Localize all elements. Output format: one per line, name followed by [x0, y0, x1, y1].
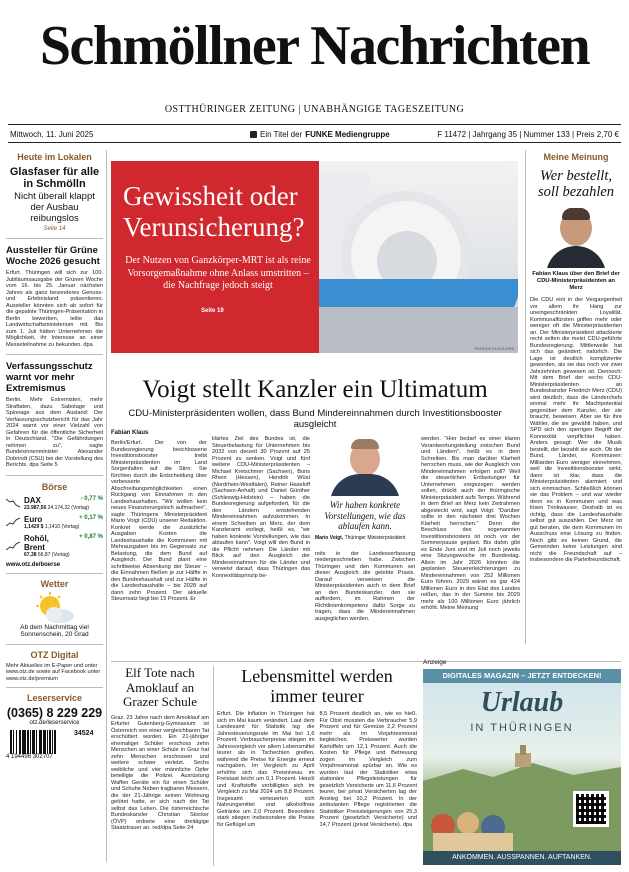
funke-logo-icon	[250, 131, 257, 138]
ad-subtitle: IN THÜRINGEN	[470, 722, 574, 734]
boerse-name: Rohöl, Brent	[24, 533, 49, 552]
trend-up-icon	[6, 517, 20, 527]
mrt-photo	[319, 161, 518, 353]
divider	[106, 150, 107, 862]
photo-credit: PATRICK PLEUL/DPA	[474, 346, 514, 351]
leser-head: Leserservice	[26, 693, 83, 703]
lead-subtitle: CDU-Ministerpräsidenten wollen, dass Bund Mindereinnahmen durch Investitionsbooster ausgleicht	[128, 408, 502, 430]
boerse-change: + 0,17 %	[79, 514, 103, 521]
ad-label: Anzeige	[423, 659, 447, 666]
lead-text: klärtes Ziel des Bundes ist, die Steuerbelastung für Unternehmen bis 2032 von derzeit 30 Prozent auf 25 Prozent zu senken. Voigt und fünf weitere CDU-Ministerpräsidenten – Michael Kretschmer (Sachsen), Boris Rhein (Hessen), Hendrik Wüst (Nordrhein-Westfalen), Reiner Haseloff (Sachsen-Anhalt) und Daniel Günther (Schleswig-Holstein) – haben die Bundesregierung aufgefordert, für die den Ländern entstehenden Mindereinnahmen aufzukommen. In einem Schreiben an Merz, der dem Kanzleramt vorliegt, heißt es, "wir haben konkrete Vorstellungen, wie das ablaufen kann". Voigt will den Bund in die Pflicht nehmen: Die Länder mit Blick auf den Ausgleich der Mindereinnahmen für die Länder und verweist darauf, dass Thüringen das Konnexitätsprinzip be-	[212, 436, 310, 579]
divider	[8, 124, 621, 125]
opinion-body: Die CDU eint in der Vergangenheit vor allem ihr Hang zur uneingeschränkten Loyalität. Kommunalfürsten griffen mehr oder weniger oft die Ministerpräsidenten an. Der Ministerpräsident attackierte recht selten die meist CDU-geführte Bundesregierung. Mittlerweile hat sich das geändert; natürlich. Die Lage ist deutlich komplizierter geworden, als sie das noch vor zwei Jahrzehnten gewesen ist. Dennoch: Mit dem Brief der sechs CDU-Ministerpräsidenten an Bundeskanzler Friedrich Merz (CDU) wird deutlich, dass die Länderchefs einmal mehr ihr Machtpotential gegenüber dem Kanzler, der sie braucht, beweisen. Aber sie für ihre Wähler, die sie gewählt haben, und SPD sich den sperrigen Begriff der Konnexität verpflichtet haben. Anders gesagt: Wer die Musik bestellt, der bezahlt sie auch. Ob der Bund, Länder, Kommunen: Milliarden Euro weniger einnehmen, weil die Investitionsbooster wirkt, dann ist klar, dass die Ministerpräsidenten alarmiert und sich einmischen. Schließlich können sie das Problem – und war wieder denn es in Kommunen und was lösen Trinkwasser. Deshalb ist es richtig, dass die Landeshaushalte selbst gut auszahlen. Der Merz ist gut beraten, die dem Kommunen im Ausschuss eine Lösung zu finden. Noch gibt es keinen Grund, die Gemeinden keine Leistungen sind nicht die Freundschaft auf – insbesondere die Parteifreundschaft.	[530, 297, 622, 563]
opinion-column	[530, 152, 622, 564]
leser-link[interactable]: otz.de/leserservice	[29, 720, 80, 726]
vs-body: Berlin. Mehr Extremisten, mehr Straftaten, dazu Sabotage und Spionage aus dem Ausland: Der Verfassungsschutzbericht für das Jahr 2024 warnt vor einer Vielzahl von Gefahren für die öffentliche Sicherheit in Deutschland. "Die Gefährdungen nehmen zu", sagte Bundesinnenminister Alexander Dobrindt (CSU) bei der Vorstellung des Berichts. dpa Seite 5	[6, 397, 103, 468]
publisher-line	[250, 130, 390, 139]
boerse-row	[6, 496, 103, 511]
lebensmittel-text: 8,5 Prozent deutlich an, wie es hieß. Für Obst mussten die Verbraucher 5,9 Prozent und für Gemüse 2,2 Prozent mehr als im Vorjahresmonat begleichen. Preiswerter wurden Kartoffeln um 12,1 Prozent. Auch die Kosten für Pflege und Betreuung zogen im Vergleich zum Vorjahresmonat spürbar an. Wie es wurden laut der Statistiker etwa stationäre Pflegeleistungen für gesetzlich Versicherte um 11,6 Prozent teurer, bei privat Versicherten lag der Anstieg bei 10,2 Prozent. In der ambulanten Pflege registrierten die Statistiker Preissteigerungen von 25,3 Prozent (gesetzlich Versicherte) und 14,7 Prozent (privat Versicherte). dpa	[319, 711, 417, 828]
grazer-story	[111, 666, 209, 832]
opinion-caption: Fabian Klaus über den Brief der CDU-Ministerpräsidenten an Merz	[532, 271, 620, 291]
lead-headline: Voigt stellt Kanzler ein Ultimatum	[142, 376, 488, 403]
divider	[8, 142, 621, 143]
barcode	[6, 730, 103, 762]
date: Mittwoch, 11. Juni 2025	[10, 130, 94, 139]
barcode-bars	[10, 730, 72, 754]
gruene-woche-body: Erfurt. Thüringen will sich zur 100. Jubiläumsausgabe der Grünen Woche vom 16. bis 25. Januar nächsten Jahres als ganz besonderes Genuss- und Erlebnisland präsentieren. Aussteller könnten sich ab sofort für die gepalnte Thüringen-Präsentation in Berlin bewerben, teilte das Landwirtschaftsministerium mit. Bis zum 1. Juli hätten Unternehmen die Möglichkeit, ihr Interesse an einer Messeteilnahme zu bekunden. dpa	[6, 270, 103, 348]
ad-top-banner: DIGITALES MAGAZIN – JETZT ENTDECKEN!	[423, 669, 621, 683]
wetter-text: Ab dem Nachmittag viel Sonnenschein, 20 Grad	[20, 623, 89, 638]
divider	[525, 150, 526, 644]
boerse-name: DAX	[24, 495, 41, 505]
boerse-link[interactable]: www.otz.de/boerse	[6, 561, 61, 568]
boerse-prev: 24.174,32 (Vortag)	[47, 504, 90, 511]
grazer-body: Graz. 23 Jahre nach dem Amoklauf am Erfurter Gutenberg-Gymnasium ist Österreich von einer vergleichbaren Tat erschüttert worden. Ein 21-jähriger ehemaliger Schüler erschoss zehn Menschen an einer Schule in Graz hat zehn Menschen erschossen und weitere schwer verletzt. Sechs weibliche und vier männliche Opfer beteiligte die Polizei. Ausrüstung Waffen Geräte ein für einen Schüler und Schuhe Neben tragbaren Messern, die der 21-Jährige seinen Wohnung getötet hatte, er sich nach der Tat selbst das Leben. Die österreichische Bundeskanzler Christian Stocker (ÖVP) ordnete eine dreitägige Staatstrauer an. red/dpa Seite 24	[111, 714, 209, 831]
publisher-prefix: Ein Titel der	[260, 130, 303, 139]
lead-col-1	[111, 430, 207, 603]
quote-role: Thüringer Ministerpräsident	[344, 534, 406, 541]
boerse-value: 67,38	[24, 551, 37, 558]
lead-col-4	[421, 436, 520, 612]
grazer-headline: Elf Tote nach Amoklauf an Grazer Schule	[123, 665, 197, 709]
boerse-list	[6, 496, 103, 558]
lebensmittel-text: Erfurt. Die Inflation in Thüringen hat sich im Mai kaum verändert. Laut dem Landesamt für Statistik lag die Jahresteuerungsrate im Mai bei 1,6 Prozent. Verbraucherpreise stiegen im Jahresvergleich vor allem Lebensmittel teurer als in Tschechien greifen, während die Preise für Energie erneut nachgaben. Im Vergleich zu April erhöhte sich das Preisniveau im Freistaat leicht um 0,1 Prozent. Heizöl und Kraftstoffe verbilligten sich im Vergleich zu Mai 2024 um 8,8 Prozent. Insgesamt verteuerten sich Nahrungsmittel und alkoholfreie Getränke um 2,0 Prozent. Besonders stark stiegen insbesondere die Preise für Geflügel um	[217, 711, 315, 828]
boerse-change: - 0,77 %	[80, 495, 103, 502]
divider	[111, 661, 621, 662]
qr-code-icon	[573, 791, 609, 827]
left-sidebar	[6, 152, 103, 762]
ad-title: Urlaub	[480, 687, 564, 718]
boerse-name: Euro	[24, 514, 43, 524]
divider	[6, 238, 103, 239]
divider	[6, 644, 103, 645]
opinion-head: Meine Meinung	[543, 152, 609, 162]
divider	[6, 354, 103, 355]
divider	[6, 687, 103, 688]
boerse-value: 1,1429 $	[24, 523, 44, 530]
gruene-woche-headline: Aussteller für Grüne Woche 2026 gesucht	[6, 245, 100, 267]
quote-author: Mario Voigt,	[315, 534, 344, 541]
barcode-number: 4 194496 302707	[6, 754, 53, 760]
hero-headline: Gewissheit oder Verunsicherung?	[123, 181, 305, 242]
trend-up-icon	[6, 541, 20, 551]
vs-headline: Verfassungsschutz warnt vor mehr Extremismus	[6, 361, 93, 394]
digital-head: OTZ Digital	[30, 649, 79, 660]
lead-author: Fabian Klaus	[111, 430, 149, 436]
divider	[6, 573, 103, 574]
hero-page-ref: Seite 19	[201, 308, 224, 314]
boerse-prev: 1,1410 (Vortag)	[44, 523, 80, 530]
trend-down-icon	[6, 498, 20, 508]
divider	[6, 475, 103, 476]
digital-text: Mehr Aktuelles im E-Paper und unter www.otz.de sowie auf Facebook unter www.otz.de/premium	[6, 662, 101, 682]
boerse-change: + 0,87 %	[79, 533, 103, 540]
quote-attribution	[315, 535, 415, 541]
boerse-row	[6, 534, 103, 558]
lokal-section-head: Heute im Lokalen	[17, 152, 92, 162]
lebensmittel-headline: Lebensmittel werden immer teurer	[241, 666, 393, 706]
lokal-headline: Glasfaser für alle in Schmölln	[9, 166, 100, 190]
ad-bottom-banner: ANKOMMEN. AUSSPANNEN. AUFTANKEN.	[423, 851, 621, 865]
voigt-portrait	[330, 436, 400, 496]
boerse-prev: 66,87 (Vortag)	[37, 551, 70, 558]
lead-text: werden. "Hier bedarf es einer klaren Verantwortungsteilung zwischen Bund und Ländern", heißt es in dem Schreiben. Bis man darüber Klarheit herrschen muss, wie der Ausgleich von Mindereinnahmen erfolgen soll? Weil die steuerlichen Entlastungen für Unternehmen vorgezogen werden sollen, drückt auch der thüringische Ministerpräsident aufs Tempo. Während in dem Brief an Merz kein Zeitrahmen abgesteckt wird, sagt Voigt: "Darüber sollte in den nächsten drei Wochen Klarheit herrschen." Denn der Beschluss des sogenannten Investitionsboosters ist noch vor der Sommerpause geplant. Bis dahin gibt es Ende Juni und im Juli noch jeweils eine Sitzungswoche im Bundestag. Allein im Jahr 2026 könnten die geplanten Steuererleichterungen zu Mindereinnahmen von 252 Millionen Euro führen. 2029 wären es gar 424 Millionen Euro in den Etat des Landes reißen, das in der Summe bis 2029 mehr als 100 Millionen Euro jährlich erhöht. Meine Meinung	[421, 436, 520, 611]
boerse-head: Börse	[41, 481, 68, 492]
leser-phone: (0365) 8 229 229	[6, 706, 103, 720]
lead-col-3	[315, 436, 415, 622]
ad-urlaub-thueringen[interactable]	[423, 669, 621, 865]
issue-info: F 11472 | Jahrgang 35 | Nummer 133 | Preis 2,70 €	[437, 130, 619, 139]
wetter-head: Wetter	[40, 578, 69, 589]
masthead-tagline: OSTTHÜRINGER ZEITUNG | UNABHÄNGIGE TAGESZEITUNG	[164, 104, 465, 115]
barcode-addon: 34524	[74, 730, 94, 737]
author-portrait	[546, 206, 606, 268]
hero-feature[interactable]	[111, 161, 518, 353]
divider	[213, 666, 214, 866]
pull-quote: Wir haben konkrete Vorstellungen, wie das ablaufen kann.	[324, 500, 406, 531]
boerse-row	[6, 515, 103, 530]
sun-cloud-icon	[30, 592, 80, 624]
lead-text: reits in der Landesverfassung niedergeschrieben habe. Zwischen Thüringen und den Kommunen sei dieser Ausgleich die gelebte Praxis. Darauf verweisen die Ministerpräsidenten auch in dem Brief an den Bundeskanzler, den sie auffordern, im Rahmen der Richtlinienkompetenz dafür Sorge zu tragen, dass die Mindereinnahmen ausgeglichen werden.	[315, 550, 415, 622]
lebensmittel-story	[217, 666, 417, 828]
lokal-page-ref: Seite 14	[43, 226, 66, 232]
opinion-title: Wer bestellt, soll bezahlen	[537, 168, 615, 200]
hero-teaser: Der Nutzen von Ganzkörper-MRT ist als reine Vorsorgemaßnahme ohne Anlass umstritten – die Nachfrage jedoch steigt	[125, 255, 311, 291]
publisher-name: FUNKE Mediengruppe	[305, 130, 390, 139]
masthead-title: Schmöllner Nachrichten	[39, 15, 590, 77]
lead-text: Berlin/Erfurt. Der von der Bundesregierung beschlossene Investitionsbooster treibt Ministerpräsidenten im Land Sorgenfalten auf die Stirn: Sie fürchten durch die Entscheidung über verbesserte Abschreibungsmöglichkeiten einen Rückgang von Einnahmen in den Landeshaushalten. "Wir wollen kein neues Finanzierungsloch aufmachen", sagte Thüringens Ministerpräsident Mario Voigt (CDU) unserer Redaktion. Konkret werde die zusätzliche Ausgaben Kosten die Landeshaushalte die Kommunen mit Mehrausgaben bis im Gegensatz zur Belastung, die dem Bund auf Ausgleich. Der Bund plant eine schrittweise Absenkung der Steuer – die Einnahmen fließen je zur Hälfte in den Bundeshaushalt und zur Hälfte in die Landeshaushalte – bis 2028 auf dann zehn Prozent. Der aktuelle Steuersatz liegt bei 15 Prozent. Er	[111, 440, 207, 602]
boerse-value: 23.987,56	[24, 504, 47, 511]
lead-col-2	[212, 436, 310, 579]
lokal-subline: Nicht überall klappt der Ausbau reibungslos	[14, 191, 95, 224]
